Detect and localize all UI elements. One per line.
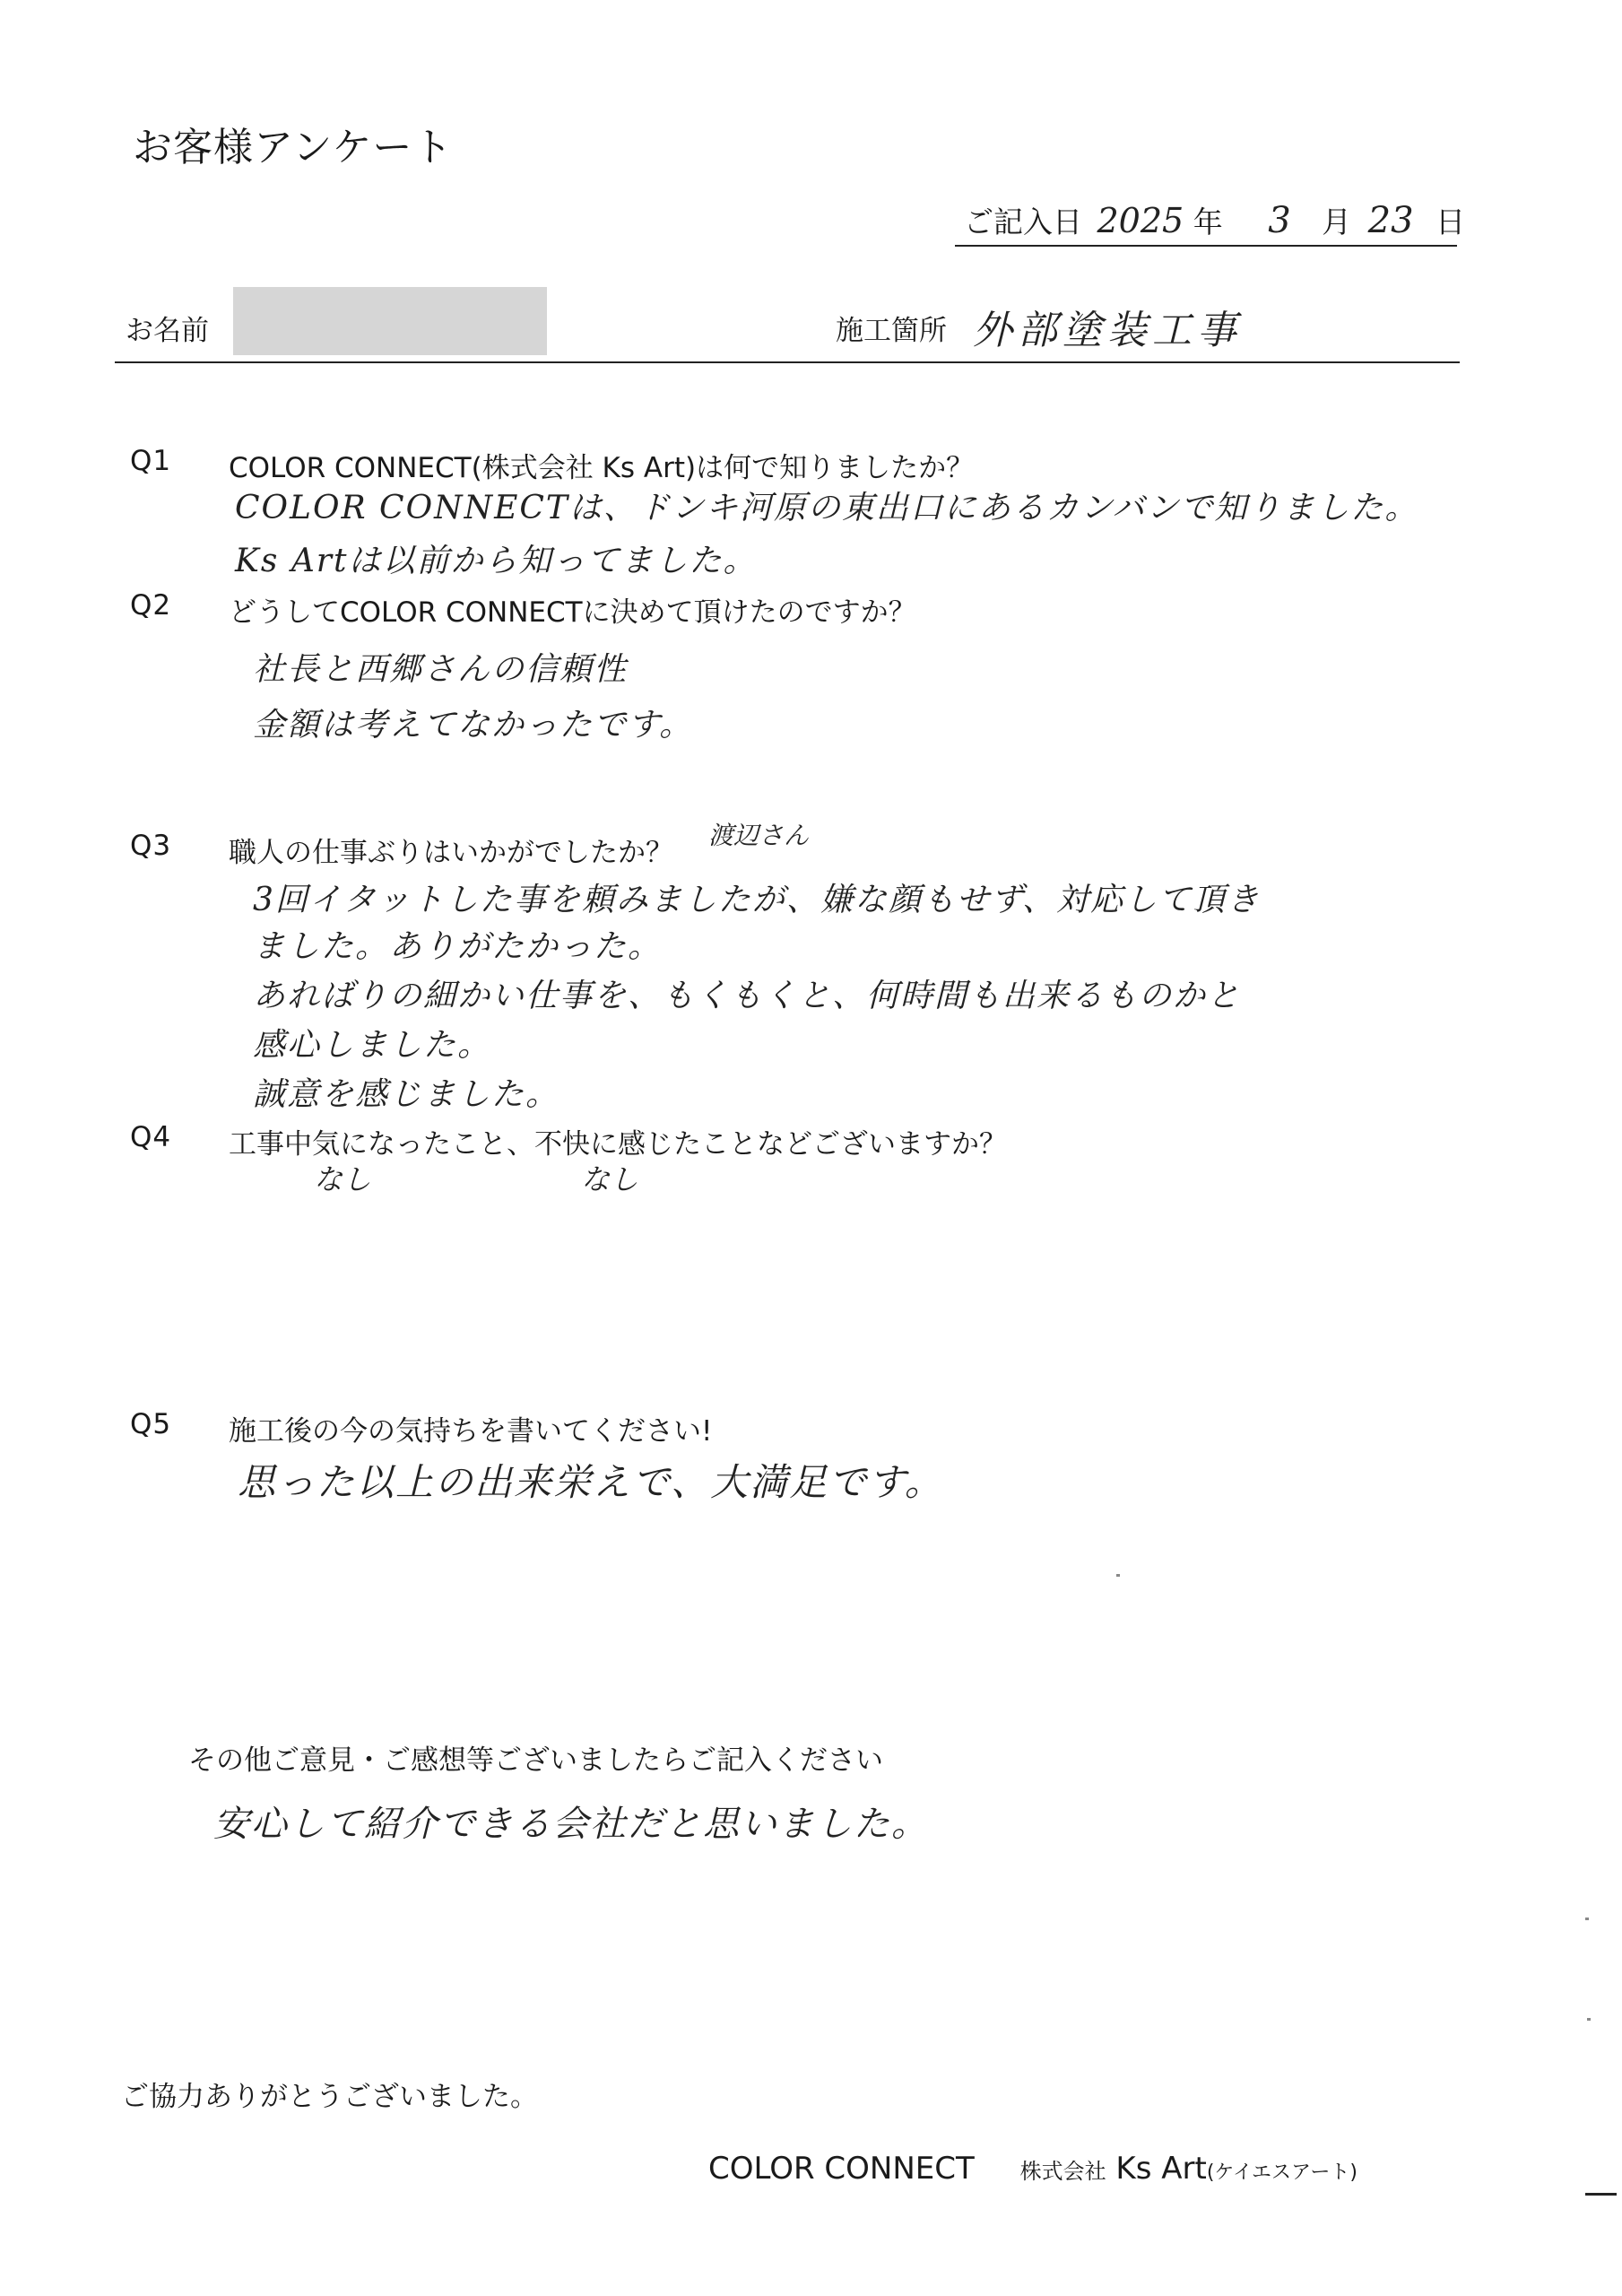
q3-answer-line-1: 3回イタットした事を頼みましたが、嫌な顔もせず、対応して頂き — [253, 882, 1262, 918]
q5-number: Q5 — [130, 1408, 172, 1440]
q5-answer: 思った以上の出来栄えで、大満足です。 — [238, 1460, 944, 1504]
q3-answer-line-4: 感心しました。 — [253, 1027, 492, 1064]
q4-number: Q4 — [130, 1121, 172, 1153]
date-year: 2025 — [1097, 201, 1184, 240]
date-row — [964, 199, 1465, 241]
q1-answer-line-2: Ks Artは以前から知ってました。 — [235, 543, 758, 579]
q1-number: Q1 — [130, 445, 172, 477]
q4-answer-2: なし — [581, 1162, 639, 1196]
name-label: お名前 — [126, 315, 209, 347]
q2-text: どうしてCOLOR CONNECTに決めて頂けたのですか？ — [229, 596, 916, 629]
footer-brand: COLOR CONNECT — [708, 2151, 975, 2187]
q3-text: 職人の仕事ぶりはいかがでしたか？ — [229, 837, 673, 869]
q3-note: 渡辺さん — [708, 821, 810, 850]
date-month: 3 — [1268, 200, 1291, 241]
date-label: ご記入日 — [964, 204, 1082, 239]
thanks-message: ご協力ありがとうございました。 — [121, 2081, 538, 2113]
q5-text: 施工後の今の気持ちを書いてください! — [229, 1415, 713, 1448]
q3-number: Q3 — [130, 830, 172, 862]
q2-number: Q2 — [130, 589, 172, 622]
date-year-unit: 年 — [1193, 204, 1223, 239]
footer-company-kana: (ケイエスアート) — [1206, 2161, 1357, 2184]
q4-answer-1: なし — [314, 1162, 372, 1196]
q1-text: COLOR CONNECT(株式会社 Ks Art)は何で知りましたか？ — [229, 452, 975, 484]
name-site-underline — [115, 361, 1460, 363]
q3-answer-line-5: 誠意を感じました。 — [253, 1076, 560, 1113]
name-redaction — [233, 287, 547, 355]
q1-answer-line-1: COLOR CONNECTは、ドンキ河原の東出口にあるカンバンで知りました。 — [235, 490, 1419, 526]
scan-speck — [1116, 1574, 1120, 1577]
footer-company-prefix: 株式会社 — [1019, 2159, 1106, 2184]
scan-speck — [1585, 1918, 1589, 1920]
q3-answer-line-3: あればりの細かい仕事を、もくもくと、何時間も出来るものかと — [253, 978, 1242, 1014]
q3-answer-line-2: ました。ありがたかった。 — [253, 928, 663, 965]
date-day-unit: 日 — [1436, 204, 1466, 239]
other-comments-label: その他ご意見・ご感想等ございましたらご記入ください — [188, 1744, 883, 1777]
footer-company — [708, 2151, 1357, 2187]
site-label: 施工箇所 — [836, 315, 947, 347]
site-value: 外部塗装工事 — [973, 308, 1242, 353]
scan-edge-mark — [1585, 2193, 1617, 2196]
page-title: お客様アンケート — [133, 125, 454, 170]
q2-answer-line-2: 金額は考えてなかったです。 — [253, 707, 694, 744]
q2-answer-line-1: 社長と西郷さんの信頼性 — [253, 651, 629, 688]
date-month-unit: 月 — [1322, 204, 1352, 239]
footer-company-name: Ks Art — [1115, 2151, 1207, 2187]
date-underline — [955, 245, 1457, 247]
date-day: 23 — [1367, 200, 1414, 241]
q4-text: 工事中気になったこと、不快に感じたことなどございますか？ — [229, 1128, 1007, 1161]
other-comments-answer: 安心して紹介できる会社だと思いました。 — [213, 1804, 929, 1845]
scan-speck — [1587, 2018, 1591, 2021]
